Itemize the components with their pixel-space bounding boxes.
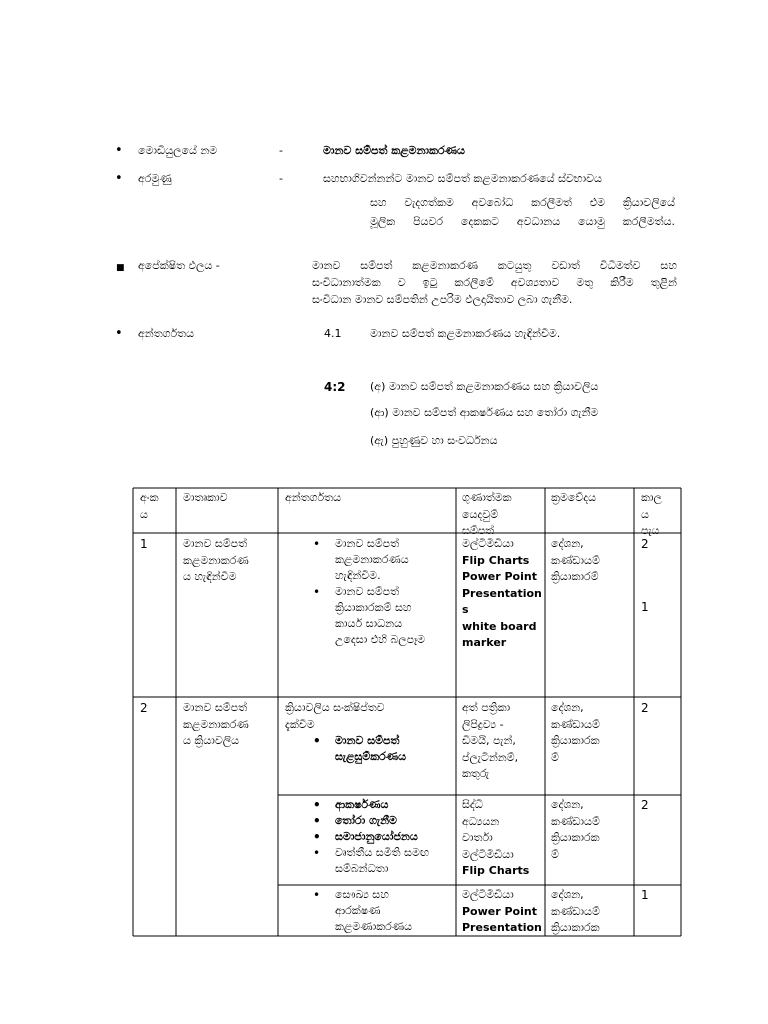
aims-label: අරමුණු: [138, 172, 172, 185]
dash: -: [279, 172, 283, 185]
bullet-icon: •: [115, 326, 123, 341]
bullet-icon: •: [313, 888, 321, 902]
bullet-icon: •: [115, 143, 123, 158]
row-content-list: [305, 536, 425, 648]
header-topic: මාතෘකාව: [183, 491, 228, 504]
row-methods: දේශන, කණ්ඩායම් ක්‍රියාකාරක ම්: [551, 701, 600, 764]
list-item: • තෝරා ගැනීම: [313, 814, 397, 828]
bullet-icon: •: [313, 846, 321, 860]
header-methods: ක්‍රමවේදය: [551, 491, 597, 504]
bullet-icon: •: [313, 585, 321, 599]
row-content-heading: ක්‍රියාවලිය සංක්ෂිප්තව දැක්වීම: [285, 701, 385, 731]
expected-line: සංවිධාන මානව සම්පතින් උපරිම ඵලදායිතාව ලබා ගැනීම.: [312, 293, 573, 306]
item-text: (ආ) මානව සම්පත් ආකර්ෂණය සහ තෝරා ගැනීම: [370, 406, 599, 419]
list-item: • මානව සම්පත් ක්‍රියාකාරකම් සහ කාර්ය සාධනය උදෙසා එහි බලපෑම: [313, 585, 426, 646]
content-label: අන්තර්ගතය: [138, 327, 194, 340]
row-methods: දේශන, කණ්ඩායම් ක්‍රියාකාරක ම්: [551, 798, 600, 861]
bullet-icon: •: [313, 798, 321, 812]
dash: -: [279, 144, 283, 157]
list-item: • සෞඛ්‍ය සහ ආරක්ෂණ කළමණාකරණය: [313, 888, 413, 933]
bullet-icon: •: [313, 734, 321, 748]
row-time: 1: [641, 888, 649, 902]
row-content-list: [305, 887, 412, 935]
bullet-icon: •: [313, 537, 321, 551]
row-resources: මල්ටිමීඩියා Flip Charts Power Point Presentation s white board marker: [462, 537, 542, 649]
list-item: • සමාජානුයෝජනය: [313, 830, 418, 844]
row-number: 1: [140, 537, 148, 551]
row-content-list: [305, 797, 429, 877]
bullet-icon: •: [313, 814, 321, 828]
module-name: මානව සම්පත් කළමනාකරණය: [323, 144, 465, 157]
aims-line: සහභාගිවන්නන්ට මානව සම්පත් කළමනාකරණයේ ස්වභාවය: [323, 172, 602, 185]
item-text: මානව සම්පත් කළමනාකරණය හැඳින්වීම.: [370, 327, 561, 340]
row-time: 2: [641, 701, 649, 715]
row-topic: මානව සම්පත් කළමනාකරණ ය හැඳින්වීම: [183, 537, 249, 583]
list-item: • ආකර්ෂණය: [313, 798, 389, 812]
header-resources: ගුණාත්මක යෙදවුම් සම්පත්: [462, 491, 512, 537]
row-content-list: [305, 733, 406, 765]
row-time: 2: [641, 798, 649, 812]
row-number: 2: [140, 701, 148, 715]
header-number: අංක ය: [140, 491, 159, 521]
header-time: කාල ය පැය: [641, 491, 662, 537]
item-text: (අ) මානව සම්පත් කළමනාකරණය සහ ක්‍රියාවලිය: [370, 380, 599, 393]
row-time: 1: [641, 600, 649, 614]
row-resources: සිද්ධි අධ්‍යයන වාර්තා මල්ටිමීඩියා Flip Charts: [462, 798, 530, 877]
item-text: (ඇ) පුහුණුව හා සංවර්ධනය: [370, 434, 498, 447]
list-item: • මානව සම්පත් කළමනාකරණය හැඳින්වීම.: [313, 537, 409, 582]
aims-line: මූලික පියවර දෙකකට අවධානය යොමු කරලීමත්ය.: [370, 215, 675, 228]
row-topic: මානව සම්පත් කළමනාකරණ ය ක්‍රියාවලිය: [183, 701, 249, 747]
row-time: 2: [641, 537, 649, 551]
row-methods: දේශන, කණ්ඩායම් ක්‍රියාකාරක: [551, 888, 600, 934]
item-number: 4:2: [324, 380, 346, 394]
row-resources: අත් පත්‍රිකා ලිපිද්‍රව්‍ය - ඩිමයි, පැන්, ප්ලැටින්නම්, කතුරු: [462, 701, 519, 780]
header-content: අන්තර්ගතය: [285, 491, 341, 504]
square-bullet-icon: ■: [116, 263, 125, 273]
expected-label: අපේක්ෂිත ඵලය -: [138, 259, 220, 272]
row-resources: මල්ටිමීඩියා Power Point Presentation: [462, 888, 542, 934]
item-number: 4.1: [324, 327, 342, 340]
list-item: • වෘත්තීය සමිති සමඟ සම්බන්ධතා: [313, 846, 430, 875]
bullet-icon: •: [313, 830, 321, 844]
list-item: • මානව සම්පත් සැළසුම්කරණය: [313, 734, 407, 763]
module-label: මොඩියුලයේ නම: [138, 144, 218, 157]
expected-line: මානව සම්පත් කළමනාකරණ කටයුතු වඩාත් විධිමත්ව සහ: [312, 259, 677, 272]
aims-line: සහ වැදගත්කම අවබෝධ කරලීමත් එම ක්‍රියාවලියේ: [370, 196, 675, 209]
expected-line: සංවිධානාත්මක ව ඉටු කරලීමේ අවශ්‍යතාව මතු කිරීම තුළින්: [312, 276, 677, 289]
row-methods: දේශන, කණ්ඩායම් ක්‍රියාකාරම්: [551, 537, 600, 583]
bullet-icon: •: [115, 171, 123, 186]
